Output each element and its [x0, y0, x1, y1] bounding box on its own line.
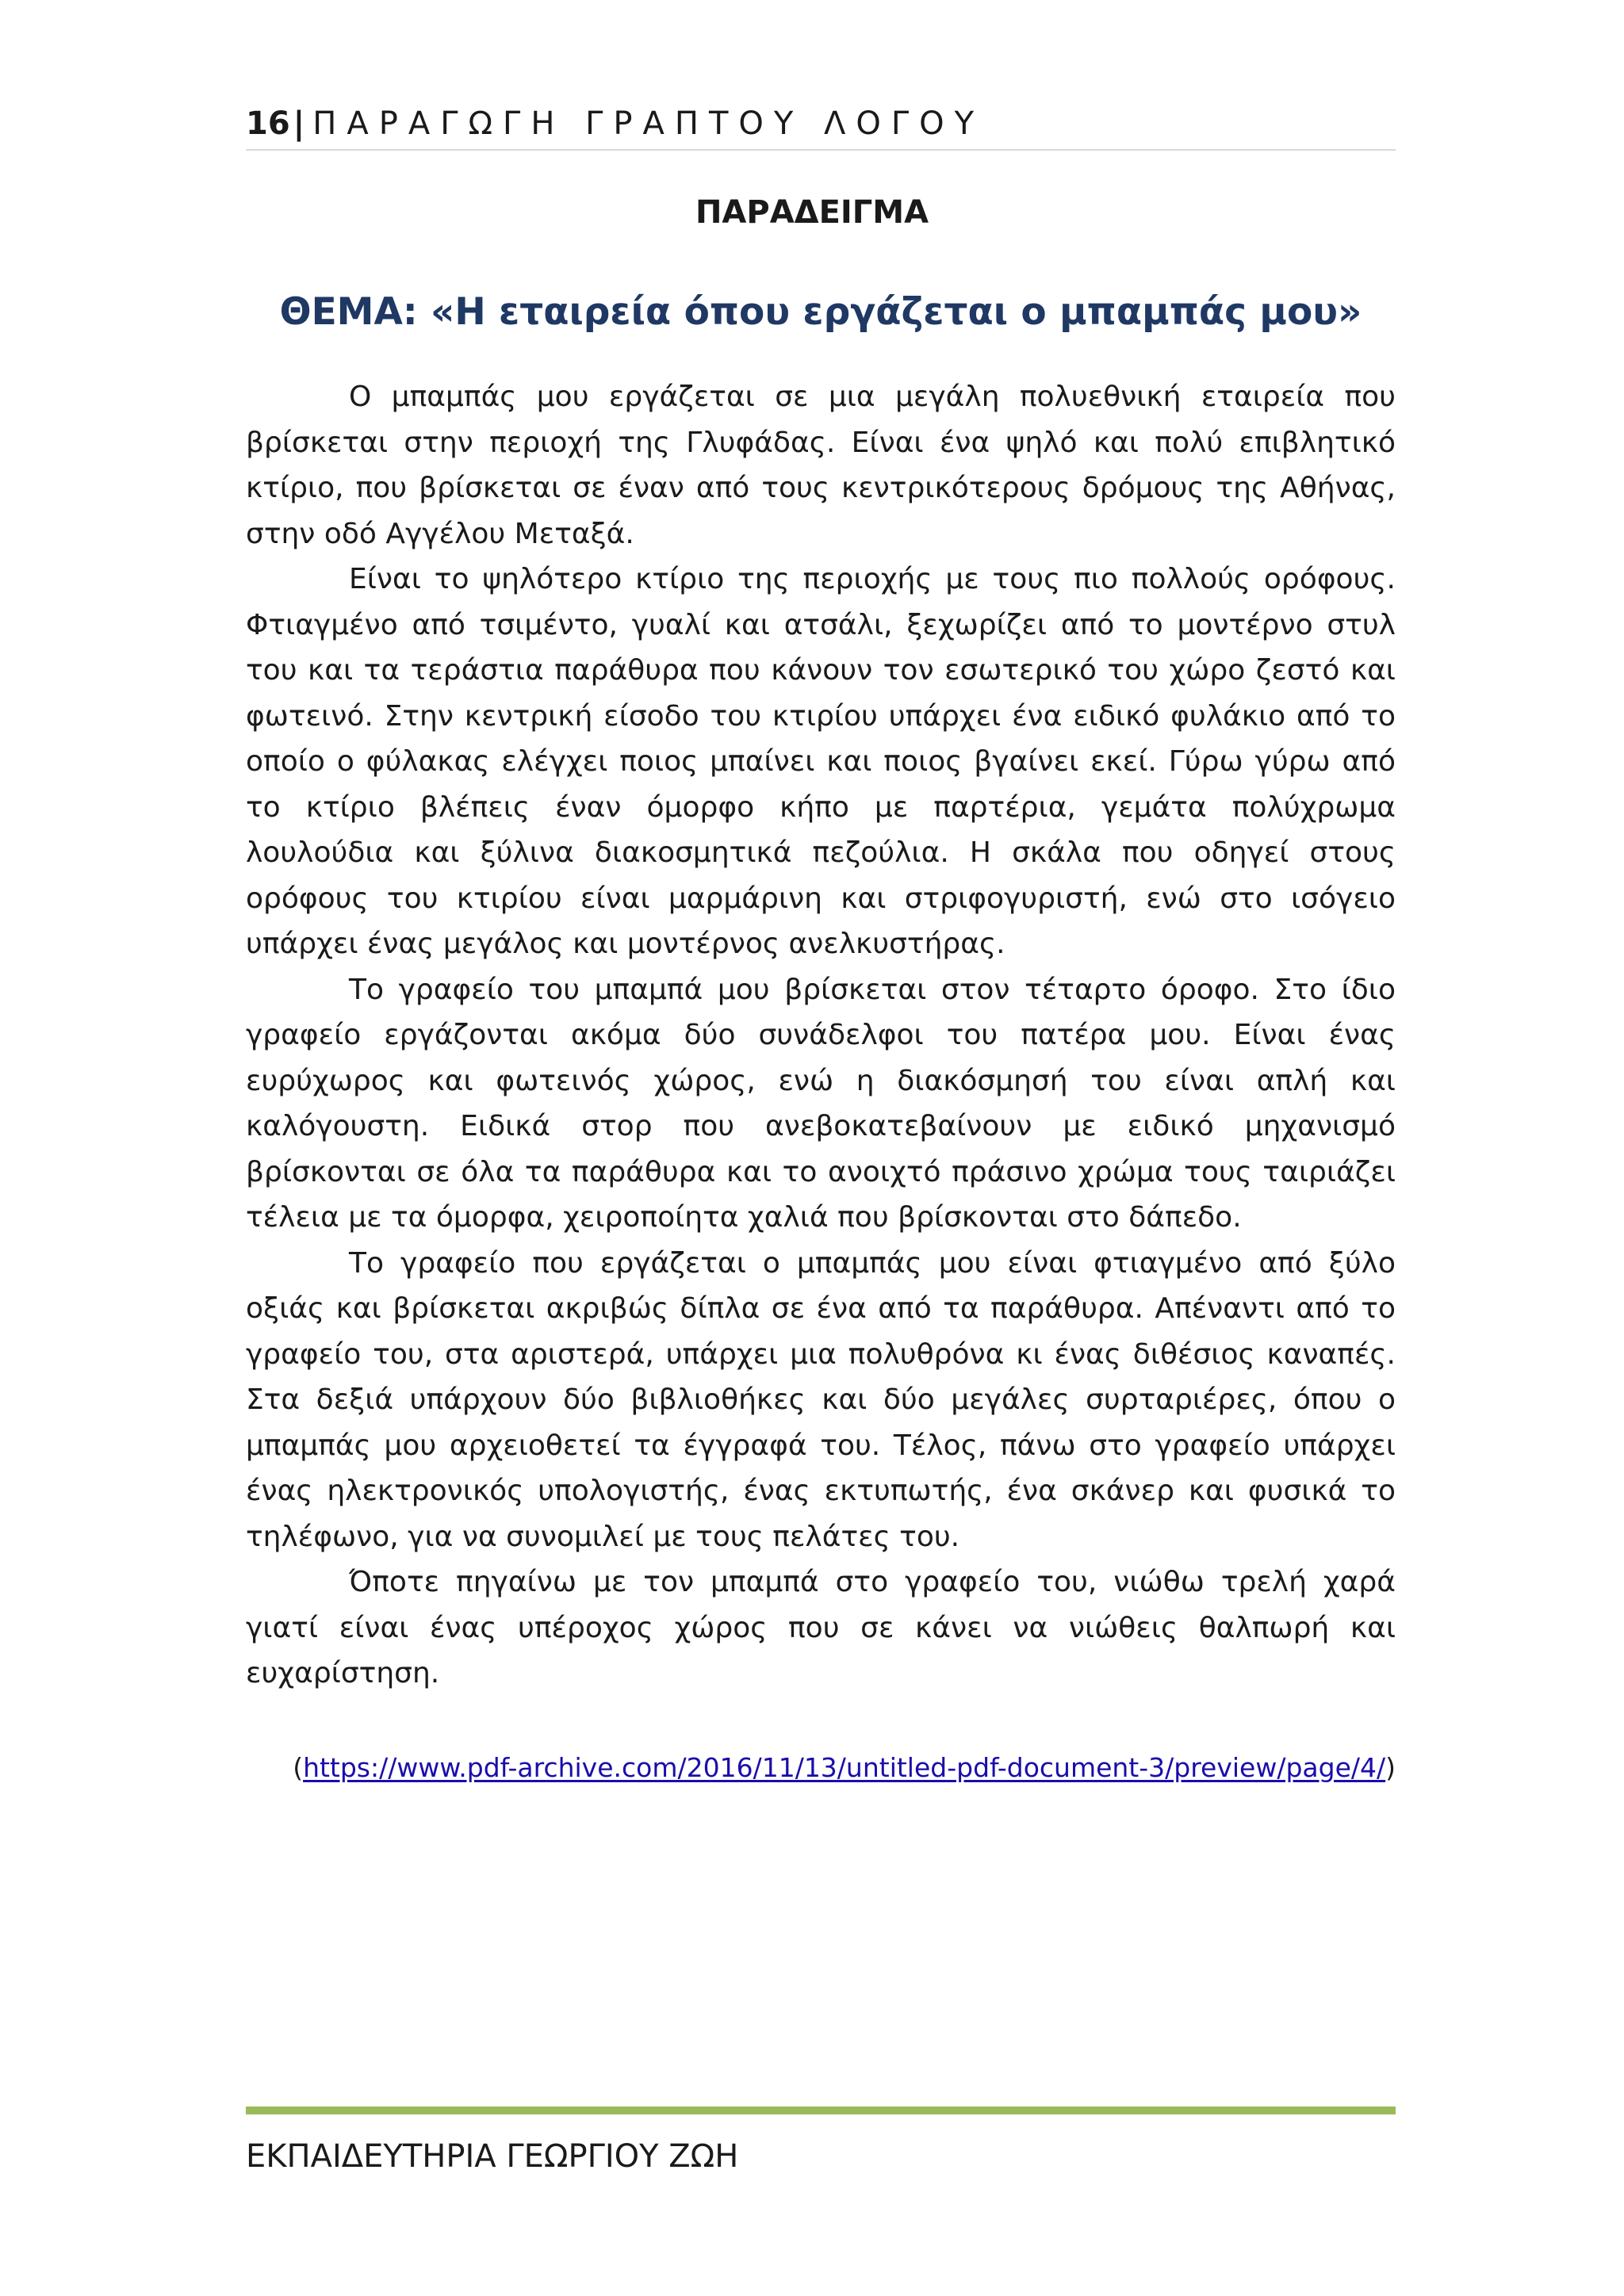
- footer-text: ΕΚΠΑΙΔΕΥΤΗΡΙΑ ΓΕΩΡΓΙΟΥ ΖΩΗ: [246, 2138, 739, 2175]
- subject-title: ΘΕΜΑ: «Η εταιρεία όπου εργάζεται ο μπαμπάς μου»: [279, 290, 1362, 334]
- essay-paragraph-4: Το γραφείο που εργάζεται ο μπαμπάς μου είναι φτιαγμένο από ξύλο οξιάς και βρίσκεται ακριβώς δίπλα σε ένα από τα παράθυρα. Απέναντι από το γραφείο του, στα αριστερά, υπάρχει μια πολυθρόνα κι ένας διθέσιος καναπές. Στα δεξιά υπάρχουν δύο βιβλιοθήκες και δύο μεγάλες συρταριέρες, όπου ο μπαμπάς μου αρχειοθετεί τα έγγραφά του. Τέλος, πάνω στο γραφείο υπάρχει ένας ηλεκτρονικός υπολογιστής, ένας εκτυπωτής, ένα σκάνερ και φυσικά το τηλέφωνο, για να συνομιλεί με τους πελάτες του.: [246, 1246, 1396, 1553]
- page-header: [246, 100, 1396, 151]
- source-citation: [246, 1748, 1396, 1788]
- source-close-paren: ): [1385, 1752, 1396, 1783]
- essay-paragraph-5: Όποτε πηγαίνω με τον μπαμπά στο γραφείο του, νιώθω τρελή χαρά γιατί είναι ένας υπέροχος χώρος που σε κάνει να νιώθεις θαλπωρή και ευχαρίστηση.: [246, 1566, 1396, 1689]
- essay-paragraph-1: Ο μπαμπάς μου εργάζεται σε μια μεγάλη πολυεθνική εταιρεία που βρίσκεται στην περιοχή της Γλυφάδας. Είναι ένα ψηλό και πολύ επιβλητικό κτίριο, που βρίσκεται σε έναν από τους κεντρικότερους δρόμους της Αθήνας, στην οδό Αγγέλου Μεταξά.: [246, 381, 1396, 550]
- source-link[interactable]: https://www.pdf-archive.com/2016/11/13/untitled-pdf-document-3/preview/page/4/: [303, 1752, 1386, 1783]
- source-open-paren: (: [293, 1752, 304, 1783]
- header-title: ΠΑΡΑΓΩΓΗ ΓΡΑΠΤΟΥ ΛΟΓΟΥ: [312, 105, 985, 142]
- essay-paragraph-2: Είναι το ψηλότερο κτίριο της περιοχής με τους πιο πολλούς ορόφους. Φτιαγμένο από τσιμέντο, γυαλί και ατσάλι, ξεχωρίζει από το μοντέρνο στυλ του και τα τεράστια παράθυρα που κάνουν τον εσωτερικό του χώρο ζεστό και φωτεινό. Στην κεντρική είσοδο του κτιρίου υπάρχει ένα ειδικό φυλάκιο από το οποίο ο φύλακας ελέγχει ποιος μπαίνει και ποιος βγαίνει εκεί. Γύρω γύρω από το κτίριο βλέπεις έναν όμορφο κήπο με παρτέρια, γεμάτα πολύχρωμα λουλούδια και ξύλινα διακοσμητικά πεζούλια. Η σκάλα που οδηγεί στους ορόφους του κτιρίου είναι μαρμάρινη και στριφογυριστή, ενώ στο ισόγειο υπάρχει ένας μεγάλος και μοντέρνος ανελκυστήρας.: [246, 563, 1396, 960]
- example-label: [0, 190, 1624, 235]
- example-label-text: ΠΑΡΑΔΕΙΓΜΑ: [695, 194, 929, 231]
- essay-paragraph-3: Το γραφείο του μπαμπά μου βρίσκεται στον τέταρτο όροφο. Στο ίδιο γραφείο εργάζονται ακόμα δύο συνάδελφοι του πατέρα μου. Είναι ένας ευρύχωρος και φωτεινός χώρος, ενώ η διακόσμησή του είναι απλή και καλόγουστη. Ειδικά στορ που ανεβοκατεβαίνουν με ειδικό μηχανισμό βρίσκονται σε όλα τα παράθυρα και το ανοιχτό πράσινο χρώμα τους ταιριάζει τέλεια με τα όμορφα, χειροποίητα χαλιά που βρίσκονται στο δάπεδο.: [246, 973, 1396, 1234]
- header-separator: |: [293, 105, 305, 142]
- essay-body: [246, 374, 1396, 1697]
- footer-rule: [246, 2107, 1396, 2114]
- page-number: 16: [246, 105, 290, 142]
